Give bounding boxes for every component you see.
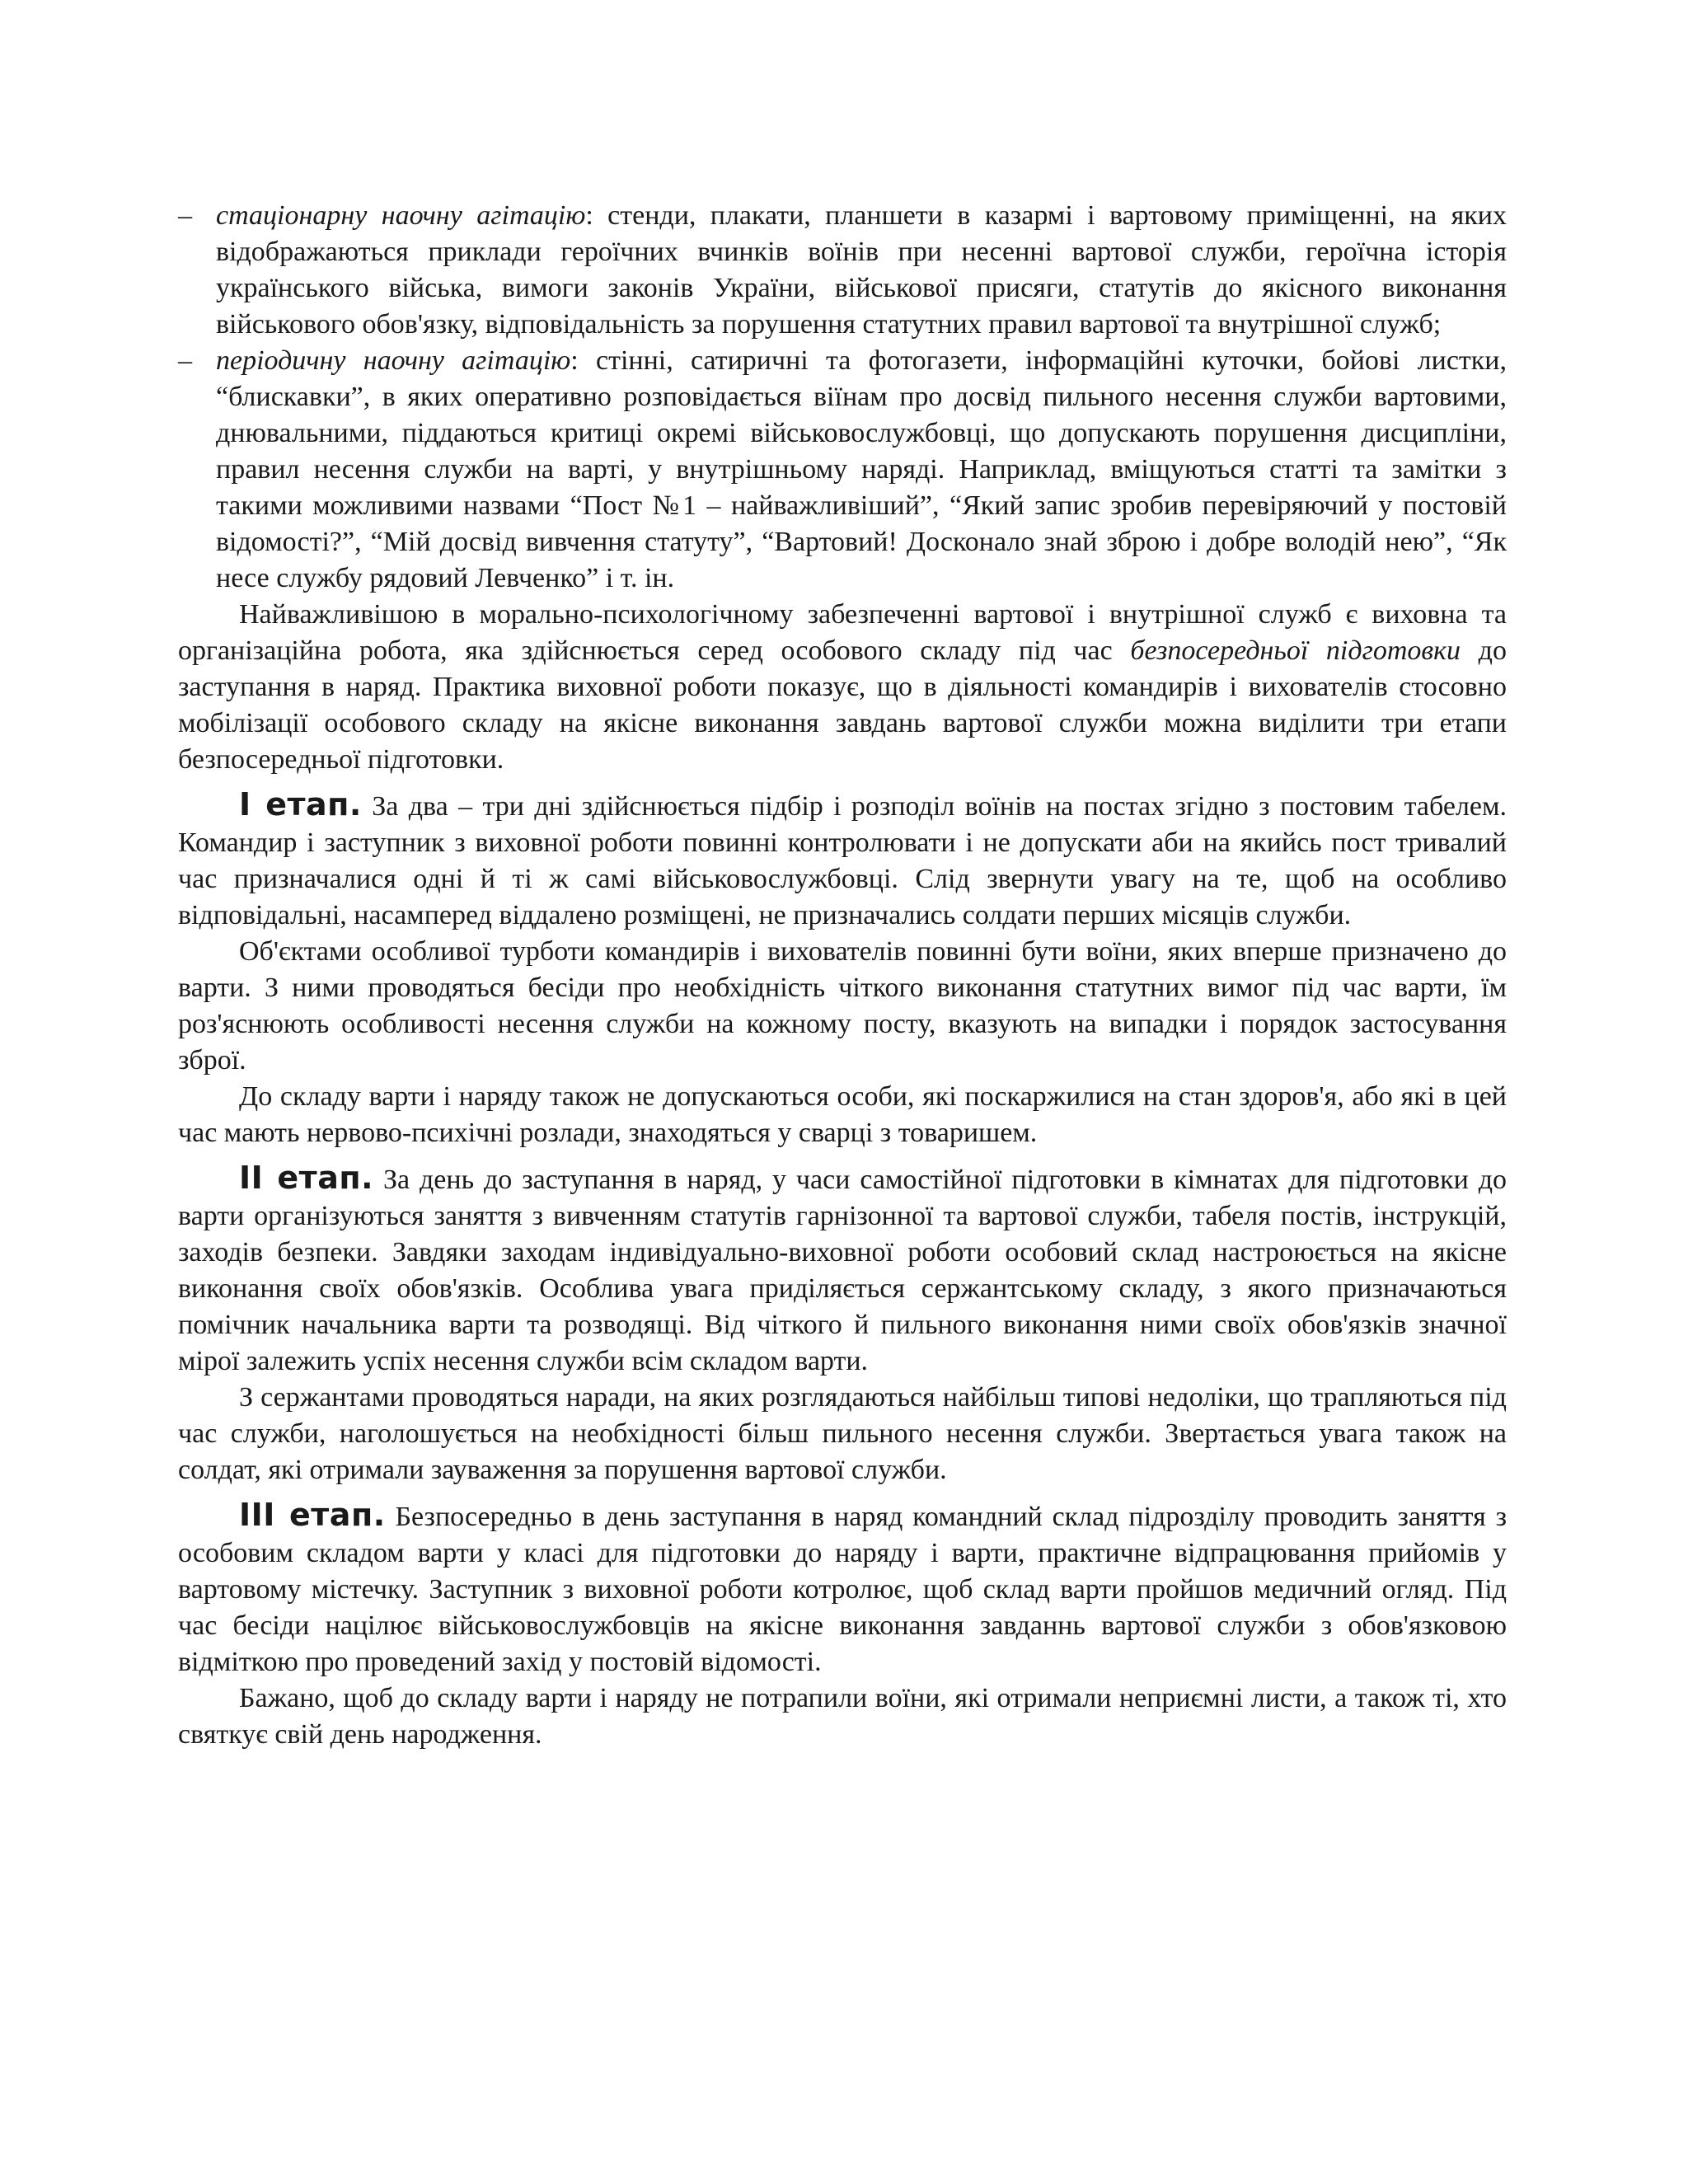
paragraph-intro [178,597,1507,778]
document-page [178,198,1507,1753]
dash-marker: – [178,345,192,376]
intro-emphasis: безпосередньої підготовки [1130,635,1461,666]
paragraph-sergeants: З сержантами проводяться наради, на яких розглядаються найбільш типові недоліки, що трапляються під час служби, наголошується на необхідності більш пильного несення служби. Звертається увага також на солдат, які отримали зауваження за порушення вартової служби. [178,1382,1507,1485]
paragraph-final: Бажано, щоб до складу варти і наряду не потрапили воїни, які отримали неприємні листи, а також ті, хто святкує свій день народження. [178,1683,1507,1750]
bullet-term: періодичну наочну агітацію [216,345,571,376]
paragraph-newcomers: Об'єктами особливої турботи командирів і вихователів повинні бути воїни, яких вперше призначено до варти. З ними проводяться бесіди про необхідність чіткого виконання статутних вимог під час варти, їм роз'яснюють особливості несення служби на кожному посту, вказують на випадки і порядок застосування зброї. [178,936,1507,1076]
stage-2-text: За день до заступання в наряд, у часи самостійної підготовки в кімнатах для підготовки до варти організуються заняття з вивченням статутів гарнізонної та вартової служби, табеля постів, інструкцій, заходів безпеки. Завдяки заходам індивідуально-виховної роботи особовий склад настроюється на якісне виконання своїх обов'язків. Особлива увага приділяється сержантському складу, з якого призначаються помічник начальника варти та розводящі. Від чіткого й пильного виконання ними своїх обов'язків значної мірої залежить успіх несення служби всім складом варти. [178,1165,1507,1376]
bullet-stationary-agitation [178,198,1507,343]
bullet-periodic-agitation [178,343,1507,597]
stage-3-text: Безпосередньо в день заступання в наряд командний склад підрозділу проводить заняття з особовим складом варти у класі для підготовки до наряду і варти, практичне відпрацювання прийомів у вартовому містечку. Заступник з виховної роботи котролює, щоб склад варти пройшов медичний огляд. Під час бесіди націлює військовослужбовців на якісне виконання завданнь вартової служби з обов'язковою відміткою про проведений захід у постовій відомості. [178,1502,1507,1677]
bullet-term: стаціонарну наочну агітацію [216,200,586,231]
bullet-text: : стенди, плакати, планшети в казармі і вартовому приміщенні, на яких відображаються приклади героїчних вчинків воїнів при несенні вартової служби, героїчна історія українського війська, вимоги законів України, військової присяги, статутів до якісного виконання військового обов'язку, відповідальність за порушення статутних правил вартової та внутрішної служб; [216,200,1507,340]
paragraph-stage-1 [178,786,1507,934]
intro-text-after: до заступання в наряд. Практика виховної роботи показує, що в діяльності командирів і вихователів стосовно мобілізації особового складу на якісне виконання завдань вартової служби можна виділити три етапи безпосередньої підготовки. [178,635,1507,775]
stage-3-heading: ІІІ етап. [239,1497,386,1533]
paragraph-stage-3 [178,1497,1507,1680]
intro-text-before: Найважливішою в морально-психологічному забезпеченні вартової і внутрішної служб є виховна та організаційна робота, яка здійснюється серед особового складу під час [178,599,1507,666]
paragraph-stage-2 [178,1160,1507,1380]
paragraph-health: До складу варти і наряду також не допускаються особи, які поскаржилися на стан здоров'я, або які в цей час мають нервово-психічні розлади, знаходяться у сварці з товаришем. [178,1081,1507,1148]
stage-1-heading: І етап. [239,786,362,823]
stage-1-text: За два – три дні здійснюється підбір і розподіл воїнів на постах згідно з постовим табелем. Командир і заступник з виховної роботи повинні контролювати і не допускати аби на якийсь пост тривалий час призначалися одні й ті ж самі військовослужбовці. Слід звернути увагу на те, щоб на особливо відповідальні, насамперед віддалено розміщені, не призначались солдати перших місяців служби. [178,791,1507,930]
dash-marker: – [178,200,192,231]
stage-2-heading: ІІ етап. [239,1160,374,1196]
bullet-text: : стінні, сатиричні та фотогазети, інформаційні куточки, бойові листки, “блискавки”, в яких оперативно розповідається віїнам про досвід пильного несення служби вартовими, днювальними, піддаються критиці окремі військовослужбовці, що допускають порушення дисципліни, правил несення служби на варті, у внутрішньому наряді. Наприклад, вміщуються статті та замітки з такими можливими назвами “Пост №1 – найважливіший”, “Який запис зробив перевіряючий у постовій відомості?”, “Мій досвід вивчення статуту”, “Вартовий! Досконало знай зброю і добре володій нею”, “Як несе службу рядовий Левченко” і т. ін. [216,345,1507,593]
